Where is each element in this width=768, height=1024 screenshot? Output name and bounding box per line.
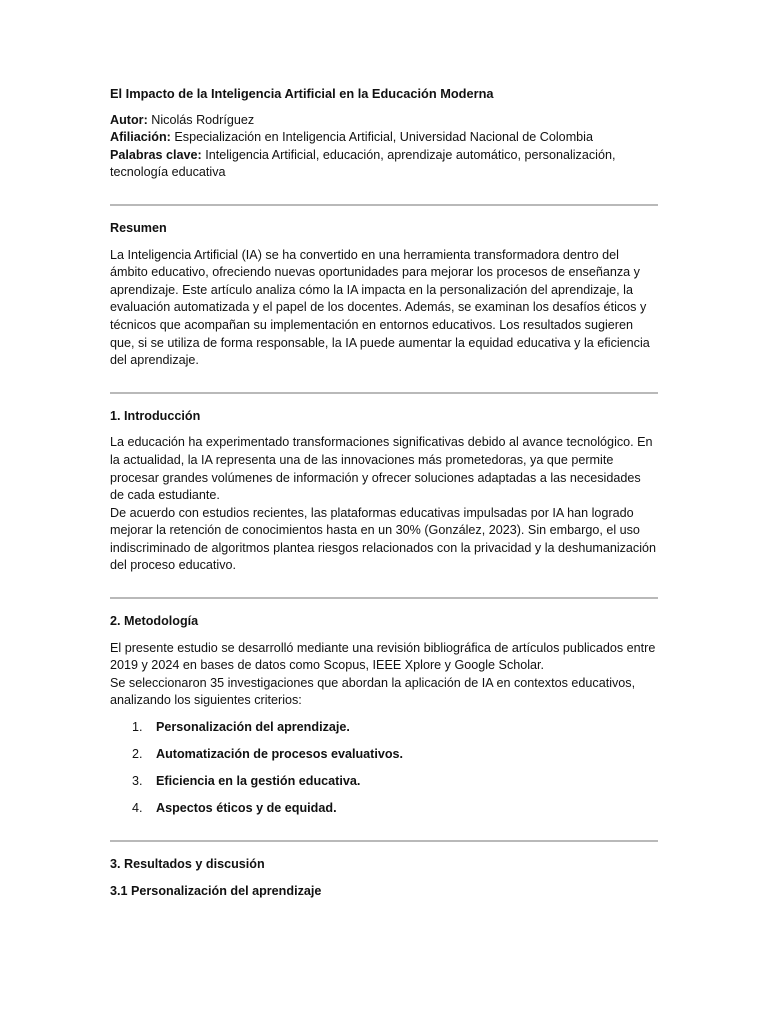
introduction-heading: 1. Introducción bbox=[110, 408, 201, 423]
results-subheading: 3.1 Personalización del aprendizaje bbox=[110, 883, 322, 898]
criteria-list bbox=[110, 719, 658, 818]
list-item bbox=[110, 719, 658, 737]
author-name: Nicolás Rodríguez bbox=[151, 112, 255, 127]
methodology-paragraph-1: El presente estudio se desarrolló mediante una revisión bibliográfica de artículos publicados entre 2019 y 2024 en bases de datos como Scopus, IEEE Xplore y Google Scholar. bbox=[110, 640, 656, 673]
list-item-text: Automatización de procesos evaluativos. bbox=[156, 747, 404, 762]
list-item-text: Aspectos éticos y de equidad. bbox=[156, 801, 337, 816]
author-label: Autor: bbox=[110, 112, 148, 127]
list-item bbox=[110, 773, 658, 791]
list-item-number: 4. bbox=[132, 801, 143, 816]
methodology-paragraph-2: Se seleccionaron 35 investigaciones que abordan la aplicación de IA en contextos educativos, analizando los siguientes criterios: bbox=[110, 675, 636, 708]
affiliation-label: Afiliación: bbox=[110, 130, 171, 145]
keywords-text: Inteligencia Artificial, educación, aprendizaje automático, personalización, tecnología educativa bbox=[110, 147, 616, 180]
author-line bbox=[110, 112, 658, 130]
introduction-paragraph-1: La educación ha experimentado transformaciones significativas debido al avance tecnológico. En la actualidad, la IA representa una de las innovaciones más prometedoras, ya que permite procesar grandes volúmenes de información y ofrecer soluciones adaptadas a las necesidades de cada estudiante. bbox=[110, 435, 653, 503]
list-item-number: 3. bbox=[132, 774, 143, 789]
list-item-number: 2. bbox=[132, 747, 143, 762]
abstract-text: La Inteligencia Artificial (IA) se ha convertido en una herramienta transformadora dentro del ámbito educativo, ofreciendo nuevas oportunidades para mejorar los procesos de enseñanza y aprendizaje. Este artículo analiza cómo la IA impacta en la personalización del aprendizaje, la evaluación automatizada y el papel de los docentes. Además, se examinan los desafíos éticos y técnicos que acompañan su implementación en entornos educativos. Los resultados sugieren que, si se utiliza de forma responsable, la IA puede aumentar la equidad educativa y la eficiencia del aprendizaje. bbox=[110, 247, 650, 368]
keywords-label: Palabras clave: bbox=[110, 147, 202, 162]
keywords-line bbox=[110, 147, 658, 182]
list-item-text: Eficiencia en la gestión educativa. bbox=[156, 774, 361, 789]
abstract-heading: Resumen bbox=[110, 220, 167, 235]
list-item bbox=[110, 746, 658, 764]
list-item-text: Personalización del aprendizaje. bbox=[156, 720, 350, 735]
document-page bbox=[110, 85, 658, 900]
introduction-paragraph-2: De acuerdo con estudios recientes, las plataformas educativas impulsadas por IA han logrado mejorar la retención de conocimientos hasta en un 30% (González, 2023). Sin embargo, el uso indiscriminado de algoritmos plantea riesgos relacionados con la privacidad y la deshumanización del proceso educativo. bbox=[110, 505, 657, 573]
document-title: El Impacto de la Inteligencia Artificial en la Educación Moderna bbox=[110, 86, 494, 101]
list-item-number: 1. bbox=[132, 720, 143, 735]
results-heading: 3. Resultados y discusión bbox=[110, 856, 265, 871]
affiliation-text: Especialización en Inteligencia Artificial, Universidad Nacional de Colombia bbox=[174, 130, 593, 145]
list-item bbox=[110, 800, 658, 818]
affiliation-line bbox=[110, 129, 658, 147]
methodology-heading: 2. Metodología bbox=[110, 614, 199, 629]
